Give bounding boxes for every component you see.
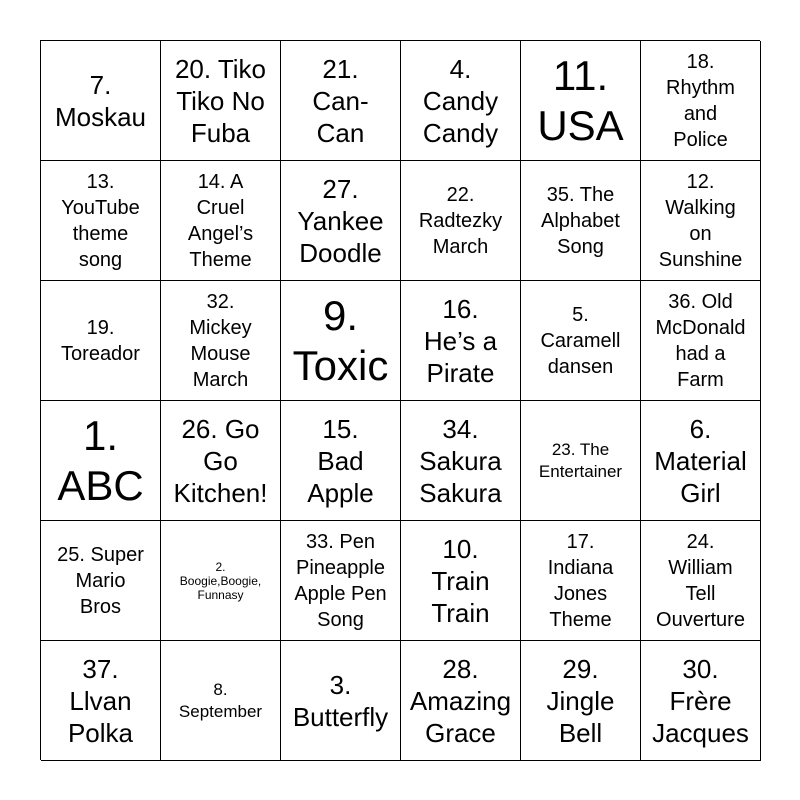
bingo-cell[interactable] [401,161,521,281]
cell-label: 19. Toreador [61,316,140,365]
cell-label: 21. Can- Can [312,53,369,148]
bingo-cell[interactable] [41,521,161,641]
cell-label: 13. YouTube theme song [61,170,140,271]
cell-label: 2. Boogie,Boogie, Funnasy [179,559,262,602]
bingo-cell[interactable] [281,521,401,641]
cell-label: 23. The Entertainer [538,439,623,481]
cell-label: 32. Mickey Mouse March [189,290,252,391]
cell-label: 16. He’s a Pirate [423,293,498,388]
cell-label: 12. Walking on Sunshine [658,170,743,271]
cell-label: 18. Rhythm and Police [666,50,735,151]
bingo-cell[interactable] [41,41,161,161]
cell-label: 36. Old McDonald had a Farm [655,290,746,391]
bingo-cell[interactable] [41,641,161,761]
cell-label: 26. Go Go Kitchen! [173,413,268,508]
bingo-cell[interactable] [401,641,521,761]
bingo-cell[interactable] [161,281,281,401]
bingo-cell[interactable] [41,161,161,281]
bingo-cell[interactable] [161,641,281,761]
cell-label: 3. Butterfly [292,669,389,732]
cell-label: 14. A Cruel Angel’s Theme [187,170,254,271]
bingo-cell[interactable] [41,401,161,521]
cell-label: 15. Bad Apple [307,413,374,508]
bingo-cell[interactable] [161,41,281,161]
bingo-cell[interactable] [161,401,281,521]
bingo-cell[interactable] [281,281,401,401]
cell-label: 9. Toxic [292,291,389,389]
cell-label: 8. September [178,679,263,721]
cell-label: 4. Candy Candy [422,53,499,148]
cell-label: 20. Tiko Tiko No Fuba [174,53,267,148]
cell-label: 35. The Alphabet Song [541,183,620,258]
cell-label: 17. Indiana Jones Theme [547,530,614,631]
cell-label: 6. Material Girl [654,413,747,508]
bingo-cell[interactable] [521,41,641,161]
cell-label: 24. William Tell Ouverture [656,530,745,631]
bingo-cell[interactable] [161,521,281,641]
cell-label: 1. ABC [57,411,144,509]
cell-label: 27. Yankee Doodle [297,173,384,268]
cell-label: 7. Moskau [54,69,147,132]
bingo-cell[interactable] [641,41,761,161]
bingo-cell[interactable] [641,641,761,761]
bingo-grid [40,40,760,760]
bingo-cell[interactable] [281,161,401,281]
cell-label: 37. Llvan Polka [67,653,134,748]
bingo-cell[interactable] [521,641,641,761]
bingo-cell[interactable] [401,281,521,401]
bingo-cell[interactable] [281,41,401,161]
bingo-cell[interactable] [641,161,761,281]
bingo-cell[interactable] [521,161,641,281]
bingo-cell[interactable] [401,41,521,161]
cell-label: 11. USA [537,51,624,149]
bingo-cell[interactable] [161,161,281,281]
cell-label: 10. Train Train [431,533,490,628]
cell-label: 29. Jingle Bell [546,653,615,748]
bingo-cell[interactable] [281,641,401,761]
cell-label: 25. Super Mario Bros [57,543,144,618]
cell-label: 33. Pen Pineapple Apple Pen Song [294,530,387,631]
cell-label: 5. Caramell dansen [540,303,621,378]
bingo-cell[interactable] [641,281,761,401]
bingo-cell[interactable] [281,401,401,521]
bingo-cell[interactable] [401,521,521,641]
cell-label: 34. Sakura Sakura [419,413,502,508]
bingo-cell[interactable] [521,281,641,401]
bingo-cell[interactable] [641,521,761,641]
bingo-cell[interactable] [521,521,641,641]
cell-label: 22. Radtezky March [418,183,503,258]
bingo-cell[interactable] [41,281,161,401]
bingo-cell[interactable] [641,401,761,521]
cell-label: 30. Frère Jacques [652,653,749,748]
bingo-cell[interactable] [401,401,521,521]
bingo-cell[interactable] [521,401,641,521]
cell-label: 28. Amazing Grace [409,653,512,748]
